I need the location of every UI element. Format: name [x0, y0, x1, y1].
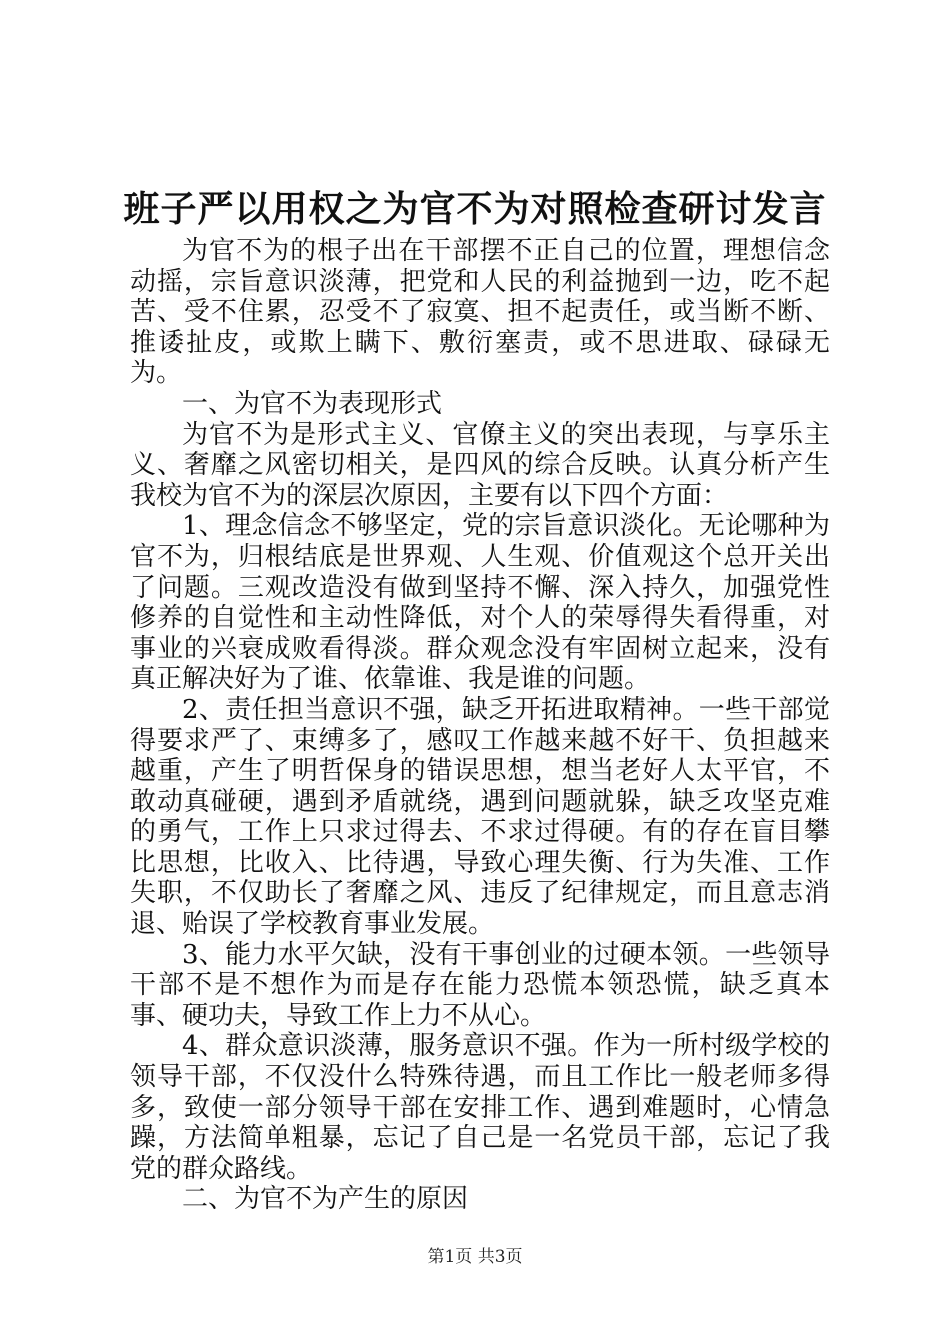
- paragraph-intro: 为官不为的根子出在干部摆不正自己的位置，理想信念动摇，宗旨意识淡薄，把党和人民的利益抛到一边，吃不起苦、受不住累，忍受不了寂寞、担不起责任，或当断不断、推诿扯皮，或欺上瞒下、敷衍塞责，或不思进取、碌碌无为。: [130, 236, 830, 389]
- section-heading-1: 一、为官不为表现形式: [182, 388, 443, 419]
- paragraph-overview: 为官不为是形式主义、官僚主义的突出表现，与享乐主义、奢靡之风密切相关，是四风的综合反映。认真分析产生我校为官不为的深层次原因，主要有以下四个方面：: [130, 419, 830, 511]
- page-number-footer: 第1页 共3页: [427, 1247, 523, 1267]
- paragraph-point-1: 1、理念信念不够坚定，党的宗旨意识淡化。无论哪种为官不为，归根结底是世界观、人生观、价值观这个总开关出了问题。三观改造没有做到坚持不懈、深入持久，加强党性修养的自觉性和主动性降低，对个人的荣辱得失看得重，对事业的兴衰成败看得淡。群众观念没有牢固树立起来，没有真正解决好为了谁、依靠谁、我是谁的问题。: [130, 511, 830, 695]
- document-title: 班子严以用权之为官不为对照检查研讨发言: [123, 188, 827, 230]
- paragraph-point-3: 3、能力水平欠缺，没有干事创业的过硬本领。一些领导干部不是不想作为而是存在能力恐慌本领恐慌，缺乏真本事、硬功夫，导致工作上力不从心。: [130, 939, 830, 1031]
- paragraph-point-2: 2、责任担当意识不强，缺乏开拓进取精神。一些干部觉得要求严了、束缚多了，感叹工作越来越不好干、负担越来越重，产生了明哲保身的错误思想，想当老好人太平官，不敢动真碰硬，遇到矛盾就绕，遇到问题就躲，缺乏攻坚克难的勇气，工作上只求过得去、不求过得硬。有的存在盲目攀比思想，比收入、比待遇，导致心理失衡、行为失准、工作失职，不仅助长了奢靡之风、违反了纪律规定，而且意志消退、贻误了学校教育事业发展。: [130, 694, 830, 940]
- section-heading-2: 二、为官不为产生的原因: [182, 1184, 469, 1215]
- paragraph-point-4: 4、群众意识淡薄，服务意识不强。作为一所村级学校的领导干部，不仅没什么特殊待遇，而且工作比一般老师多得多，致使一部分领导干部在安排工作、遇到难题时，心情急躁，方法简单粗暴，忘记了自己是一名党员干部，忘记了我党的群众路线。: [130, 1031, 830, 1184]
- document-body: [130, 236, 830, 1215]
